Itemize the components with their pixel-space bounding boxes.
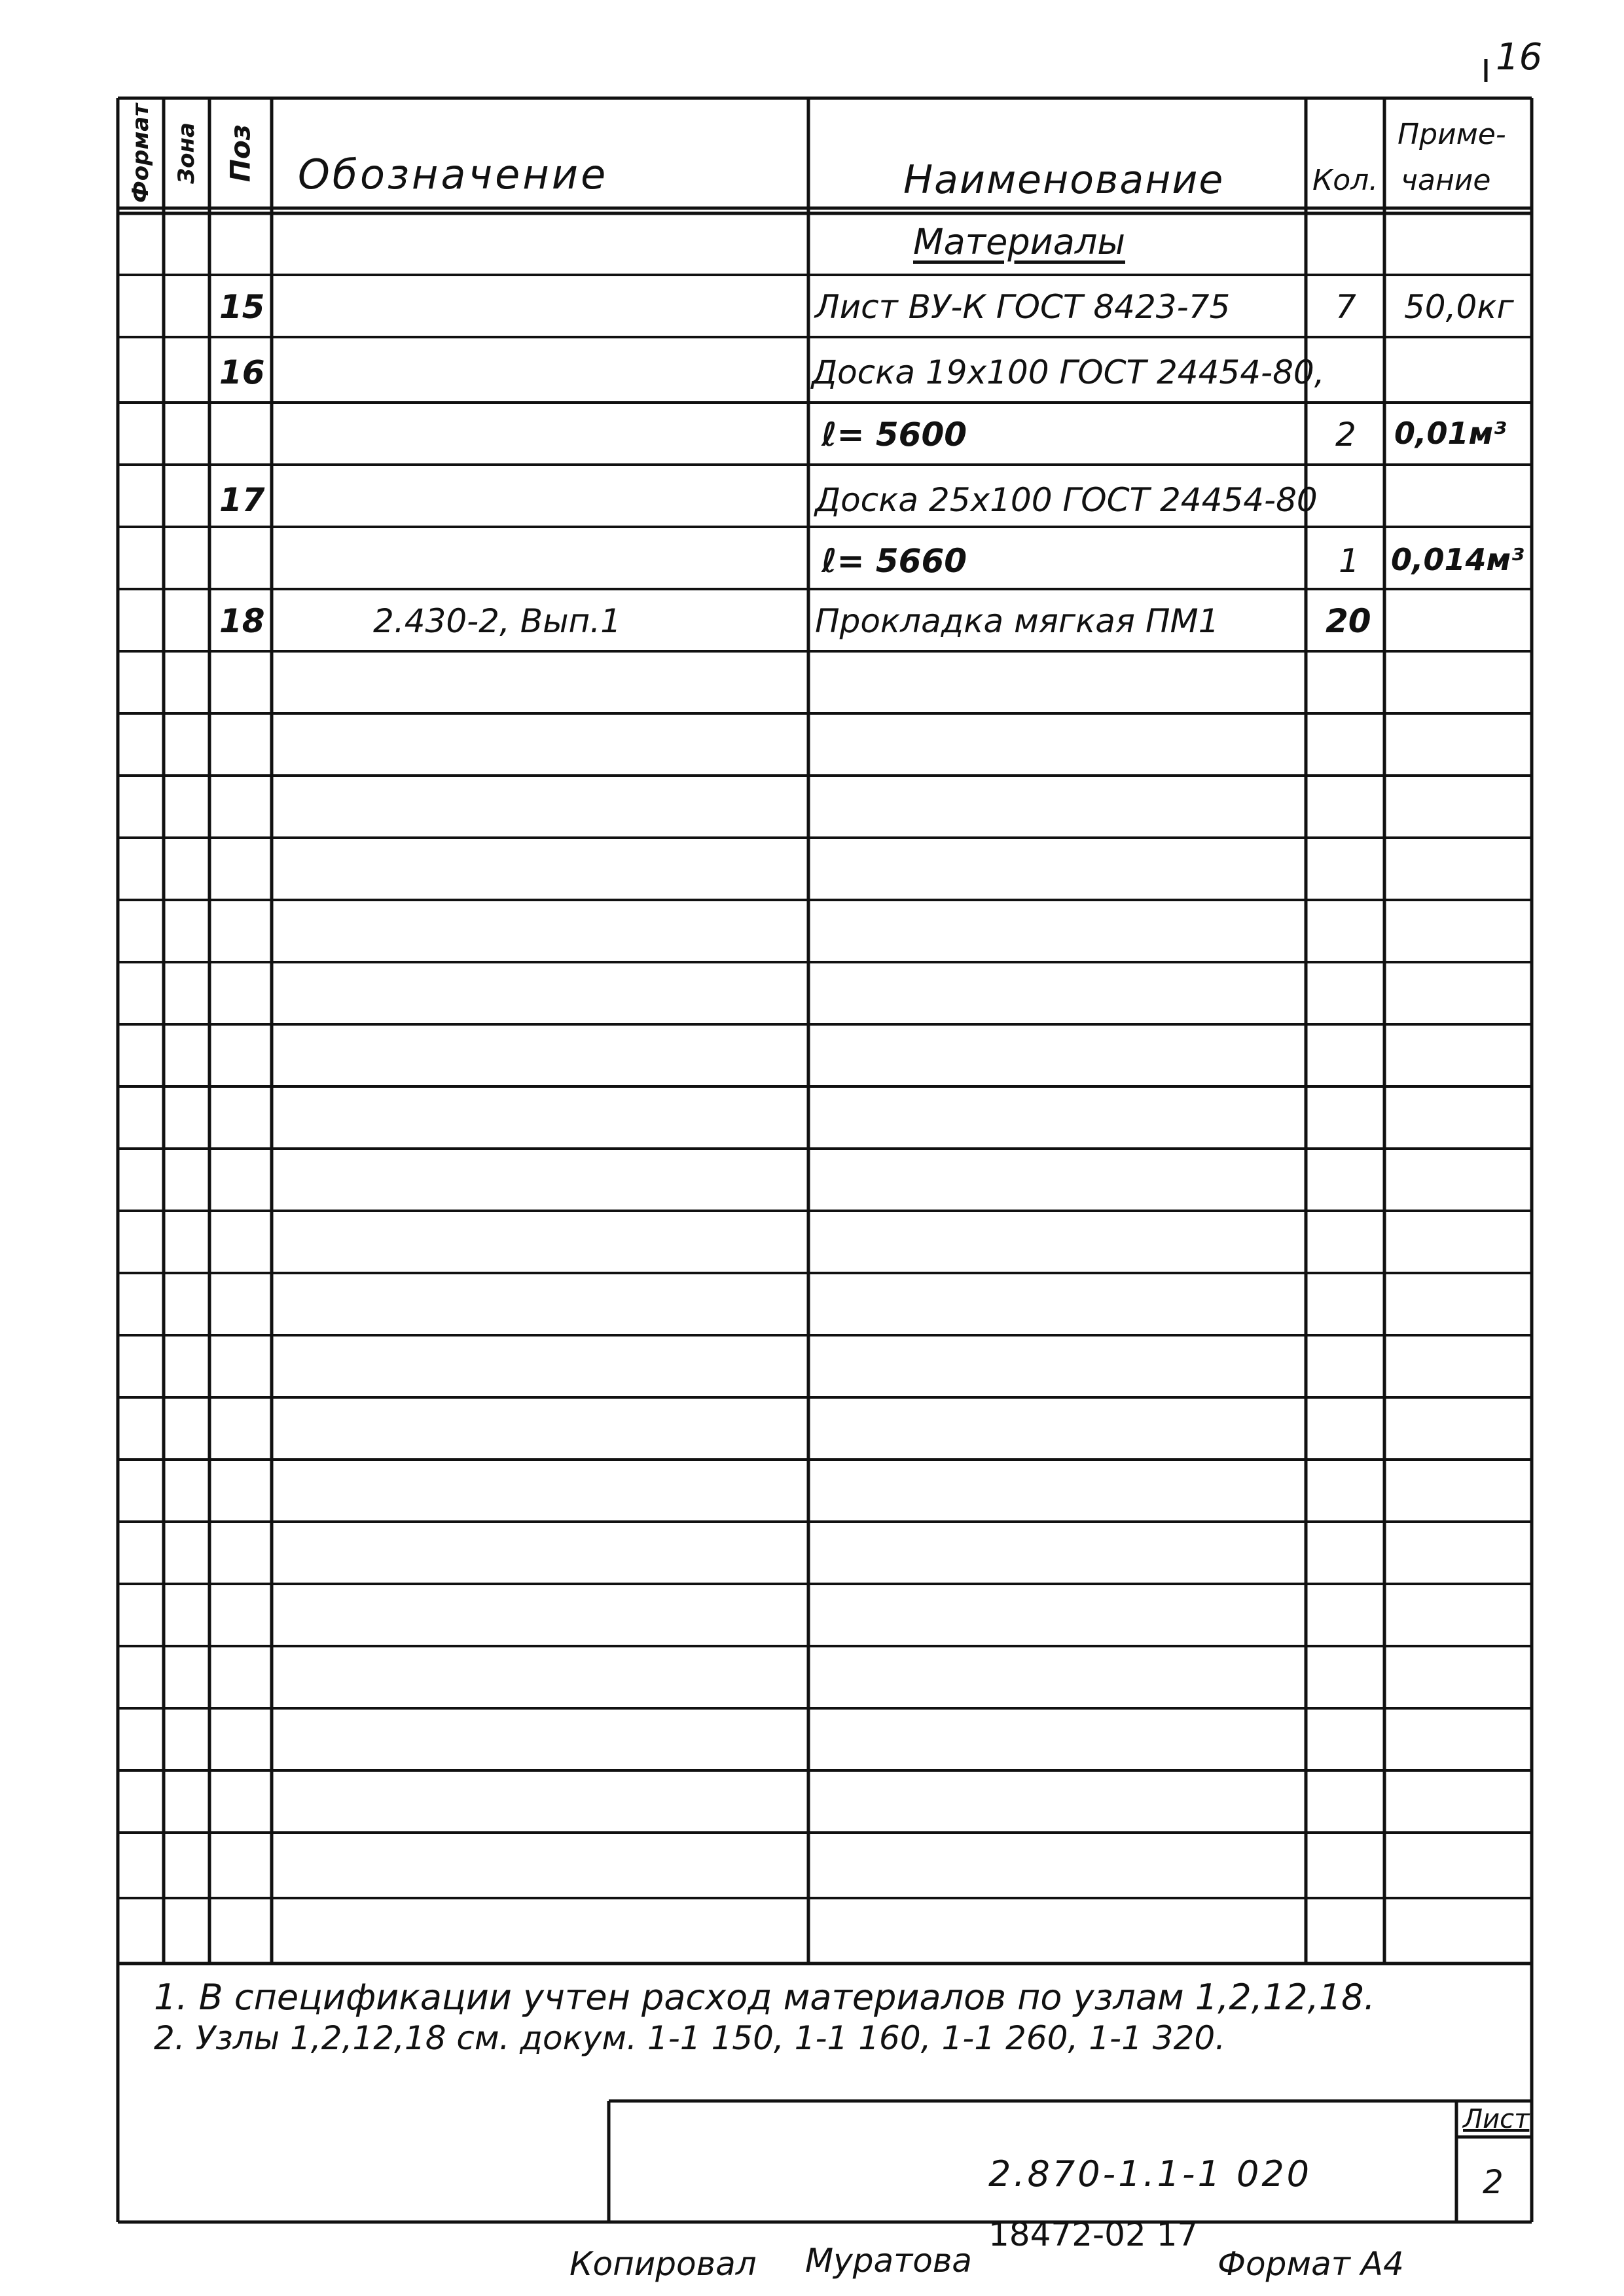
row-pos: 18 xyxy=(219,602,265,640)
row-qty: 7 xyxy=(1335,288,1356,326)
section-title: Материалы xyxy=(913,221,1125,262)
row-note: 0,01м³ xyxy=(1394,416,1507,451)
format-label: Формат А4 xyxy=(1218,2245,1404,2283)
header-note-line2: чание xyxy=(1401,164,1491,197)
stamp-number: 18472-02 17 xyxy=(988,2215,1199,2253)
row-pos: 17 xyxy=(219,481,265,519)
row-pos: 15 xyxy=(219,288,265,326)
header-format: Формат xyxy=(128,103,154,203)
sheet-label: Лист xyxy=(1463,2104,1530,2134)
header-designation: Обозначение xyxy=(298,151,609,198)
header-pos: Поз xyxy=(224,124,257,183)
header-name: Наименование xyxy=(903,157,1225,203)
row-name: ℓ= 5600 xyxy=(821,416,967,454)
header-note-line1: Приме- xyxy=(1398,118,1506,151)
sheet-number: 2 xyxy=(1483,2163,1504,2201)
row-qty: 2 xyxy=(1335,416,1356,454)
row-name: Прокладка мягкая ПМ1 xyxy=(815,602,1219,640)
note-line-1: 1. В спецификации учтен расход материалов по узлам 1,2,12,18. xyxy=(154,1977,1375,2018)
row-qty: 1 xyxy=(1339,542,1360,580)
note-line-2: 2. Узлы 1,2,12,18 см. докум. 1-1 150, 1-1 160, 1-1 260, 1-1 320. xyxy=(154,2019,1226,2057)
row-name: ℓ= 5660 xyxy=(821,542,967,580)
header-zone: Зона xyxy=(173,122,200,184)
copied-label: Копировал xyxy=(569,2245,757,2283)
row-qty: 20 xyxy=(1326,602,1371,640)
header-qty: Кол. xyxy=(1312,164,1379,197)
page-number: 16 xyxy=(1496,36,1543,79)
row-name: Доска 25х100 ГОСТ 24454-80 xyxy=(815,481,1318,519)
document-code: 2.870-1.1-1 020 xyxy=(988,2153,1312,2195)
row-note: 50,0кг xyxy=(1404,288,1514,326)
row-pos: 16 xyxy=(219,353,265,391)
row-name: Лист ВУ-К ГОСТ 8423-75 xyxy=(815,288,1231,326)
copied-by: Муратова xyxy=(805,2242,972,2280)
row-note: 0,014м³ xyxy=(1391,542,1525,577)
row-name: Доска 19х100 ГОСТ 24454-80, xyxy=(812,353,1325,391)
row-designation: 2.430-2, Вып.1 xyxy=(373,602,621,640)
